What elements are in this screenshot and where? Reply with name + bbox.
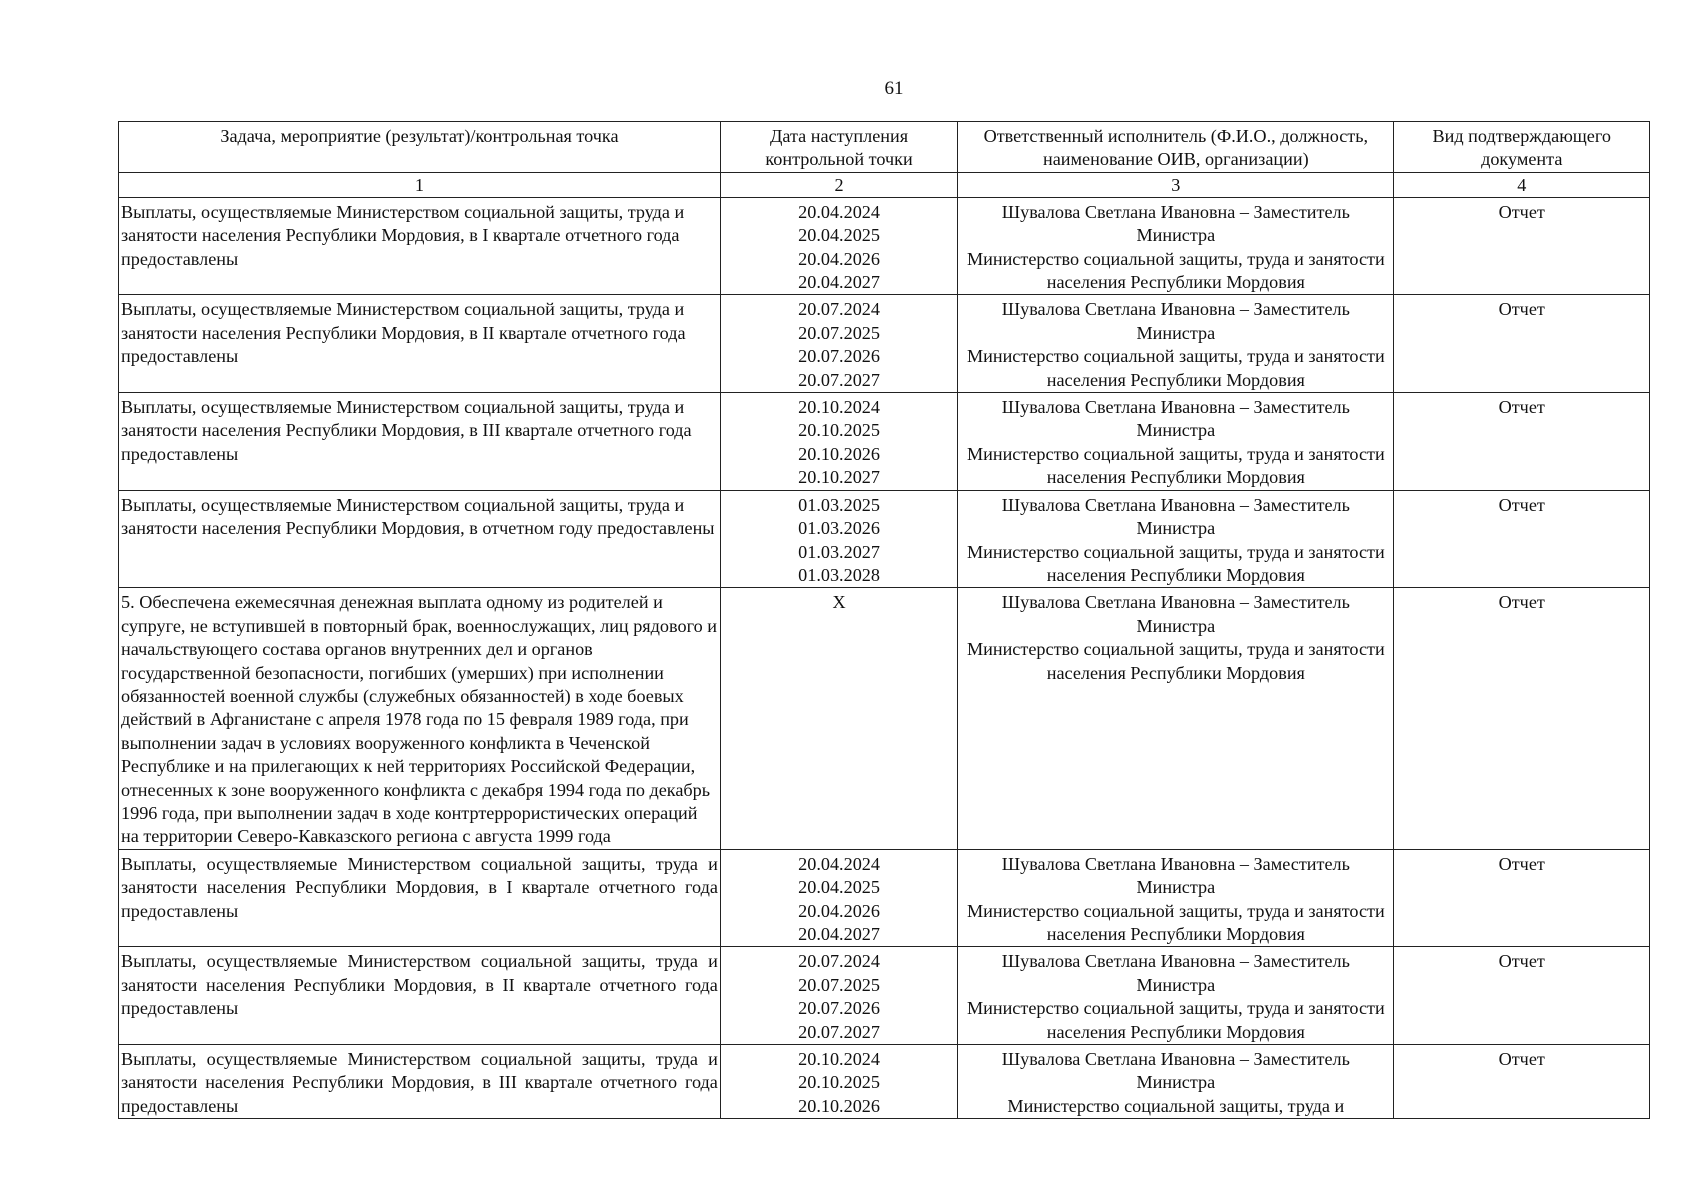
- date-cell: [720, 849, 957, 947]
- document-type-cell: Отчет: [1394, 947, 1650, 1045]
- executor-name: Шувалова Светлана Ивановна – Заместитель Министра: [1001, 397, 1350, 441]
- table-row: [119, 1045, 1650, 1119]
- executor-organization: Министерство социальной защиты, труда и занятости населения Республики Мордовия: [966, 998, 1385, 1042]
- control-date: 20.07.2024: [798, 299, 880, 320]
- table-row: [119, 849, 1650, 947]
- executor-name: Шувалова Светлана Ивановна – Заместитель Министра: [1001, 494, 1350, 539]
- task-cell: Выплаты, осуществляемые Министерством социальной защиты, труда и занятости населения Республики Мордовия, в II квартале отчетного года предоставлены: [119, 947, 721, 1045]
- executor-organization: Министерство социальной защиты, труда и занятости населения Республики Мордовия: [966, 443, 1385, 488]
- table-row: [119, 947, 1650, 1045]
- executor-cell: [958, 490, 1394, 588]
- task-cell: Выплаты, осуществляемые Министерством социальной защиты, труда и занятости населения Республики Мордовия, в III квартале отчетного года предоставлены: [119, 1045, 721, 1119]
- control-date: 20.07.2025: [798, 322, 880, 343]
- date-cell: [720, 947, 957, 1045]
- task-cell: Выплаты, осуществляемые Министерством социальной защиты, труда и занятости населения Республики Мордовия, в III квартале отчетного года предоставлены: [119, 393, 721, 491]
- table-row: [119, 588, 1650, 849]
- column-number: 1: [119, 172, 721, 197]
- executor-organization: Министерство социальной защиты, труда и занятости населения Республики Мордовия: [966, 639, 1385, 683]
- date-cell: [720, 295, 957, 393]
- document-type-cell: Отчет: [1394, 849, 1650, 947]
- control-date: 20.07.2027: [798, 369, 880, 390]
- document-type-cell: Отчет: [1394, 588, 1650, 849]
- document-type-cell: Отчет: [1394, 490, 1650, 588]
- executor-cell: [958, 849, 1394, 947]
- control-date: 01.03.2027: [798, 541, 880, 562]
- control-date: 20.07.2027: [798, 1021, 880, 1042]
- executor-name: Шувалова Светлана Ивановна – Заместитель Министра: [1001, 1049, 1350, 1093]
- executor-name: Шувалова Светлана Ивановна – Заместитель Министра: [1001, 299, 1350, 343]
- header-task: Задача, мероприятие (результат)/контрольная точка: [119, 122, 721, 173]
- task-cell: Выплаты, осуществляемые Министерством социальной защиты, труда и занятости населения Республики Мордовия, в II квартале отчетного года предоставлены: [119, 295, 721, 393]
- executor-organization: Министерство социальной защиты, труда и: [1007, 1095, 1345, 1116]
- header-date: Дата наступления контрольной точки: [720, 122, 957, 173]
- executor-cell: [958, 1045, 1394, 1119]
- control-date: 20.10.2025: [798, 420, 880, 441]
- control-date: 20.04.2025: [798, 225, 880, 246]
- column-number: 3: [958, 172, 1394, 197]
- table-row: [119, 393, 1650, 491]
- control-date: 20.07.2026: [798, 998, 880, 1019]
- control-date: 20.04.2026: [798, 248, 880, 269]
- header-executor: Ответственный исполнитель (Ф.И.О., должность, наименование ОИВ, организации): [958, 122, 1394, 173]
- task-cell: 5. Обеспечена ежемесячная денежная выплата одному из родителей и супруге, не вступившей в повторный брак, военнослужащих, лиц рядового и начальствующего состава органов внутренних дел и органов государственной безопасности, погибших (умерших) при исполнении обязанностей военной службы (служебных обязанностей) в ходе боевых действий в Афганистане с апреля 1978 года по 15 февраля 1989 года, при выполнении задач в условиях вооруженного конфликта в Чеченской Республике и на прилегающих к ней территориях Российской Федерации, отнесенных к зоне вооруженного конфликта с декабря 1994 года по декабрь 1996 года, при выполнении задач в ходе контртеррористических операций на территории Северо-Кавказского региона с августа 1999 года: [119, 588, 721, 849]
- task-cell: Выплаты, осуществляемые Министерством социальной защиты, труда и занятости населения Республики Мордовия, в I квартале отчетного года предоставлены: [119, 197, 721, 295]
- executor-cell: [958, 393, 1394, 491]
- document-type-cell: Отчет: [1394, 295, 1650, 393]
- control-date: 20.04.2024: [798, 853, 880, 874]
- page-number: 61: [884, 78, 904, 99]
- executor-name: Шувалова Светлана Ивановна – Заместитель Министра: [1001, 853, 1350, 898]
- date-cell: [720, 393, 957, 491]
- control-date: 20.04.2027: [798, 924, 880, 944]
- table-row: [119, 295, 1650, 393]
- executor-organization: Министерство социальной защиты, труда и занятости населения Республики Мордовия: [966, 900, 1385, 944]
- column-number-row: [119, 172, 1650, 197]
- executor-name: Шувалова Светлана Ивановна – Заместитель Министра: [1001, 592, 1350, 636]
- table-row: [119, 197, 1650, 295]
- executor-organization: Министерство социальной защиты, труда и занятости населения Республики Мордовия: [966, 346, 1385, 390]
- table-body: [119, 197, 1650, 1118]
- date-cell: [720, 490, 957, 588]
- column-number: 2: [720, 172, 957, 197]
- control-date: 01.03.2026: [798, 518, 880, 539]
- control-date: 20.07.2025: [798, 974, 880, 995]
- document-type-cell: Отчет: [1394, 1045, 1650, 1119]
- control-date: 20.10.2025: [798, 1072, 880, 1093]
- document-type-cell: Отчет: [1394, 197, 1650, 295]
- control-date: 20.04.2025: [798, 877, 880, 898]
- control-date: 20.10.2027: [798, 467, 880, 488]
- table-header: [119, 122, 1650, 198]
- header-document-type: Вид подтверждающего документа: [1394, 122, 1650, 173]
- control-date: 20.10.2026: [798, 1095, 880, 1116]
- control-date: 20.10.2024: [798, 1049, 880, 1070]
- header-row: [119, 122, 1650, 173]
- table-row: [119, 490, 1650, 588]
- control-date: 20.10.2026: [798, 443, 880, 464]
- control-date: 01.03.2028: [798, 564, 880, 585]
- control-date: 20.07.2024: [798, 951, 880, 972]
- control-date: 01.03.2025: [798, 494, 880, 515]
- executor-cell: [958, 295, 1394, 393]
- executor-cell: [958, 197, 1394, 295]
- control-date: 20.04.2027: [798, 272, 880, 293]
- control-date: 20.04.2026: [798, 900, 880, 921]
- date-cell: [720, 197, 957, 295]
- task-cell: Выплаты, осуществляемые Министерством социальной защиты, труда и занятости населения Республики Мордовия, в I квартале отчетного года предоставлены: [119, 849, 721, 947]
- executor-organization: Министерство социальной защиты, труда и занятости населения Республики Мордовия: [966, 541, 1385, 585]
- control-date: X: [832, 592, 846, 613]
- control-date: 20.07.2026: [798, 346, 880, 367]
- document-type-cell: Отчет: [1394, 393, 1650, 491]
- control-date: 20.04.2024: [798, 201, 880, 222]
- executor-name: Шувалова Светлана Ивановна – Заместитель Министра: [1001, 201, 1350, 246]
- control-points-table: [118, 121, 1650, 1119]
- date-cell: [720, 1045, 957, 1119]
- control-date: 20.10.2024: [798, 397, 880, 418]
- date-cell: [720, 588, 957, 849]
- executor-name: Шувалова Светлана Ивановна – Заместитель Министра: [1001, 951, 1350, 995]
- task-cell: Выплаты, осуществляемые Министерством социальной защиты, труда и занятости населения Республики Мордовия, в отчетном году предоставлены: [119, 490, 721, 588]
- column-number: 4: [1394, 172, 1650, 197]
- executor-cell: [958, 588, 1394, 849]
- executor-organization: Министерство социальной защиты, труда и занятости населения Республики Мордовия: [966, 248, 1385, 293]
- executor-cell: [958, 947, 1394, 1045]
